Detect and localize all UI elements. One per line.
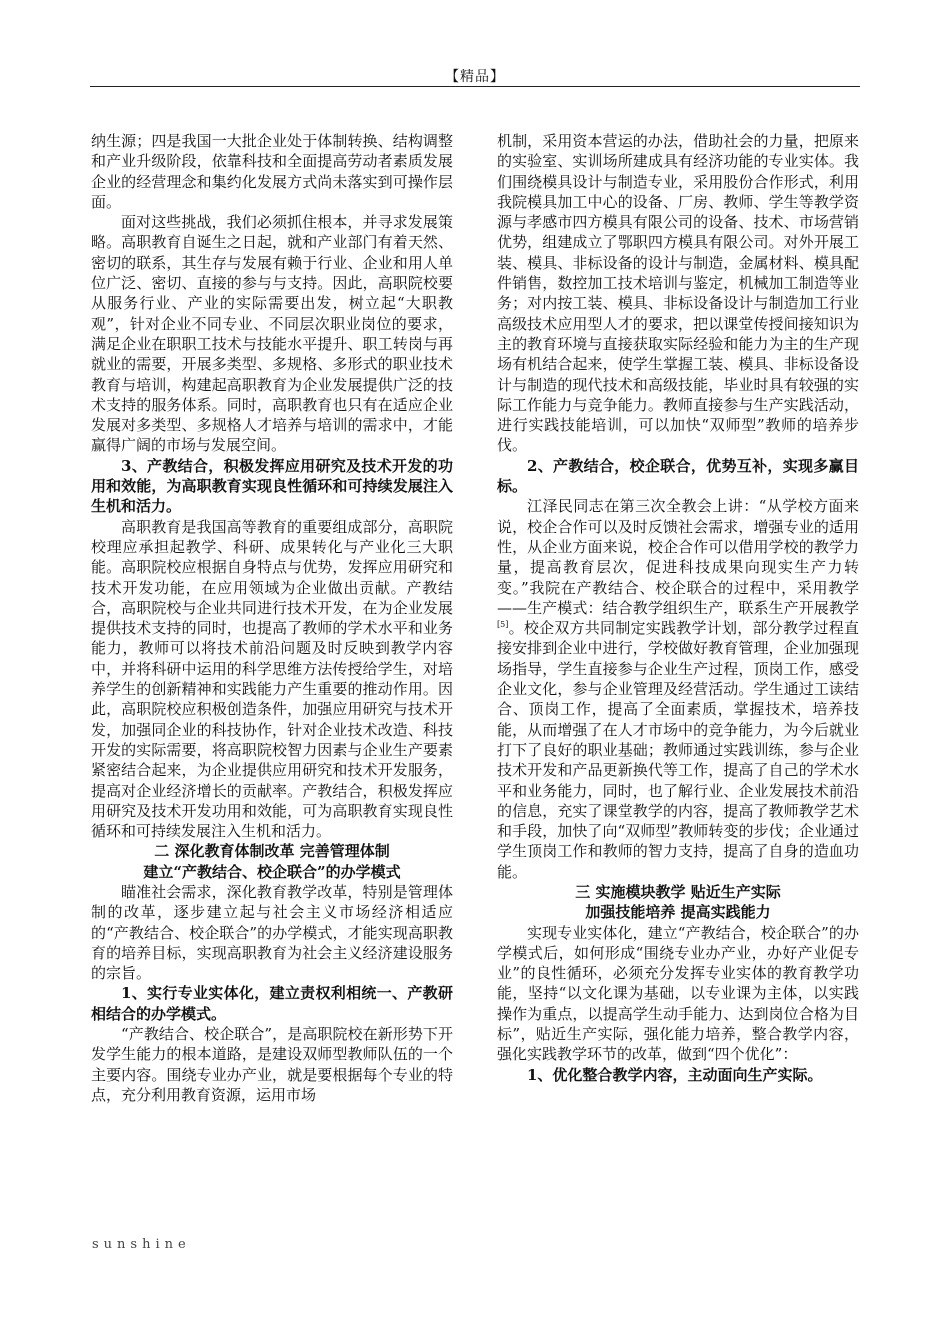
section-heading: 加强技能培养 提高实践能力 [585, 903, 771, 922]
paragraph-text: 江泽民同志在第三次全教会上讲：“从学校方面来说，校企合作可以及时反馈社会需求，增强专业的适用性，从企业方面来说，校企合作可以借用学校的教学力量，提高教育层次，促进科技成果向现实生产力转变。”我院在产教结合、校企联合的过程中，采用教学——生产模式：结合教学组织生产，联系生产开展教学 [497, 497, 859, 617]
section-heading: 三 实施模块教学 贴近生产实际 [575, 882, 781, 901]
section-heading: 建立“产教结合、校企联合”的办学模式 [143, 862, 401, 881]
header-divider [90, 86, 860, 87]
paragraph: 实现专业实体化，建立“产教结合，校企联合”的办学模式后，如何形成“围绕专业办产业，办好产业促专业”的良性循环，必须充分发挥专业实体的教育教学功能，坚持“以文化课为基础，以专业课为主体，以实践操作为重点，以提高学生动手能力、达到岗位合格为目标”，贴近生产实际，强化能力培养，整合教学内容，强化实践教学环节的改革，做到“四个优化”： [497, 923, 859, 1064]
subheading: 1、实行专业实体化，建立责权利相统一、产教研相结合的办学模式。 [91, 984, 453, 1023]
paragraph: 面对这些挑战，我们必须抓住根本，并寻求发展策略。高职教育自诞生之日起，就和产业部门有着天然、密切的联系，其生存与发展有赖于行业、企业和用人单位广泛、密切、直接的参与与支持。因此，高职院校要从服务行业、产业的实际需要出发，树立起“大职教观”，针对企业不同专业、不同层次职业岗位的要求，满足企业在职职工技术与技能水平提升、职工转岗与再就业的需要，开展多类型、多规格、多形式的职业技术教育与培训，构建起高职教育为企业发展提供广泛的技术支持的服务体系。同时，高职教育也只有在适应企业发展对多类型、多规格人才培养与培训的需求中，才能赢得广阔的市场与发展空间。 [91, 213, 453, 455]
subheading: 2、产教结合，校企联合，优势互补，实现多赢目标。 [497, 456, 859, 496]
right-column [497, 131, 859, 1085]
paragraph: 瞄准社会需求，深化教育教学改革，特别是管理体制的改革，逐步建立起与社会主义市场经济相适应的“产教结合、校企联合”的办学模式，才能实现高职教育的培养目标，实现高职教育为社会主义经济建设服务的宗旨。 [91, 882, 453, 983]
section-heading: 二 深化教育体制改革 完善管理体制 [154, 842, 390, 861]
page-header: 【精品】 [445, 69, 505, 85]
paragraph-text: 。校企双方共同制定实践教学计划，部分教学过程直接安排到企业中进行，学校做好教育管理，企业加强现场指导，学生直接参与企业生产过程，顶岗工作，感受企业文化，参与企业管理及经营活动。学生通过工读结合、顶岗工作，提高了全面素质，掌握技术，培养技能，从而增强了在人才市场中的竞争能力，为今后就业打下了良好的职业基础；教师通过实践训练，参与企业技术开发和产品更新换代等工作，提高了自己的学术水平和业务能力，同时，也了解行业、企业发展技术前沿的信息，充实了课堂教学的内容，提高了教师教学艺术和手段，加快了向“双师型”教师转变的步伐；企业通过学生顶岗工作和教师的智力支持，提高了自身的造血功能。 [497, 619, 859, 881]
paragraph: “产教结合、校企联合”，是高职院校在新形势下开发学生能力的根本道路，是建设双师型教师队伍的一个主要内容。围绕专业办产业，就是要根据每个专业的特点，充分利用教育资源，运用市场 [91, 1025, 453, 1104]
subheading: 1、优化整合教学内容，主动面向生产实际。 [527, 1065, 823, 1084]
left-column [91, 131, 453, 1105]
paragraph: 高职教育是我国高等教育的重要组成部分，高职院校理应承担起教学、科研、成果转化与产业化三大职能。高职院校应根据自身特点与优势，发挥应用研究和技术开发功能，在应用领域为企业做出贡献。产教结合，高职院校与企业共同进行技术开发，在为企业发展提供技术支持的同时，也提高了教师的学术水平和业务能力，教师可以将技术前沿问题及时反映到教学内容中，并将科研中运用的科学思维方法传授给学生，对培养学生的创新精神和实践能力产生重要的推动作用。因此，高职院校应积极创造条件，加强应用研究与技术开发，加强同企业的科技协作，针对企业技术改造、科技开发的实际需要，将高职院校智力因素与企业生产要素紧密结合起来，为企业提供应用研究和技术开发服务，提高对企业经济增长的贡献率。产教结合，积极发挥应用研究及技术开发功用和效能，可为高职教育实现良性循环和可持续发展注入生机和活力。 [91, 517, 453, 841]
paragraph [497, 496, 859, 882]
paragraph: 机制，采用资本营运的办法，借助社会的力量，把原来的实验室、实训场所建成具有经济功能的专业实体。我们围绕模具设计与制造专业，采用股份合作形式，利用我院模具加工中心的设备、厂房、教师、学生等教学资源与孝感市四方模具有限公司的设备、技术、市场营销优势，组建成立了鄂职四方模具有限公司。对外开展工装、模具、非标设备的设计与制造，金属材料、模具配件销售，数控加工技术培训与鉴定，机械加工制造等业务；对内按工装、模具、非标设备设计与制造加工行业高级技术应用型人才的要求，把以课堂传授间接知识为主的教育环境与直接获取实际经验和能力为主的生产现场有机结合起来，使学生掌握工装、模具、非标设备设计与制造的现代技术和高级技能，毕业时具有较强的实际工作能力与竞争能力。教师直接参与生产实践活动，进行实践技能培训，可以加快“双师型”教师的培养步伐。 [497, 132, 859, 455]
citation-marker: [5] [497, 620, 509, 630]
paragraph: 纳生源；四是我国一大批企业处于体制转换、结构调整和产业升级阶段，依靠科技和全面提高劳动者素质发展企业的经营理念和集约化发展方式尚未落实到可操作层面。 [91, 132, 453, 211]
subheading: 3、产教结合，积极发挥应用研究及技术开发的功用和效能，为高职教育实现良性循环和可持续发展注入生机和活力。 [91, 456, 453, 516]
page-footer: sunshine [92, 1237, 191, 1252]
